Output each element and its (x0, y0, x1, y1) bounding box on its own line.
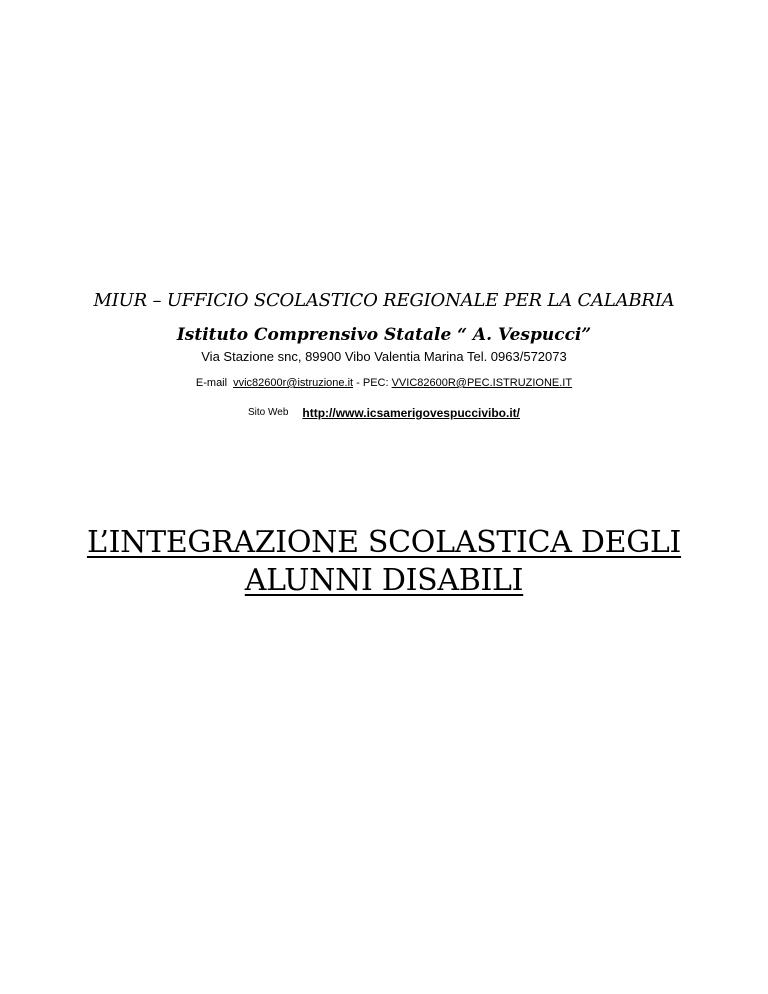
website-line (0, 404, 768, 422)
document-title-line-1: L’INTEGRAZIONE SCOLASTICA DEGLI (86, 525, 682, 560)
email-label: E-mail (195, 377, 228, 389)
website-label: Sito Web (248, 407, 289, 419)
pec-link[interactable]: VVIC82600R@PEC.ISTRUZIONE.IT (391, 377, 573, 389)
ministry-heading: MIUR – UFFICIO SCOLASTICO REGIONALE PER LA CALABRIA (93, 290, 675, 311)
school-address: Via Stazione snc, 89900 Vibo Valentia Marina Tel. 0963/572073 (201, 349, 567, 364)
pec-label: - PEC: (353, 377, 392, 389)
institute-name: Istituto Comprensivo Statale “ A. Vespucci” (176, 325, 592, 345)
document-title-line-2: ALUNNI DISABILI (244, 563, 524, 598)
contact-line (0, 377, 768, 389)
email-link[interactable]: vvic82600r@istruzione.it (233, 377, 354, 389)
website-link[interactable]: http://www.icsamerigovespuccivibo.it/ (302, 405, 520, 420)
